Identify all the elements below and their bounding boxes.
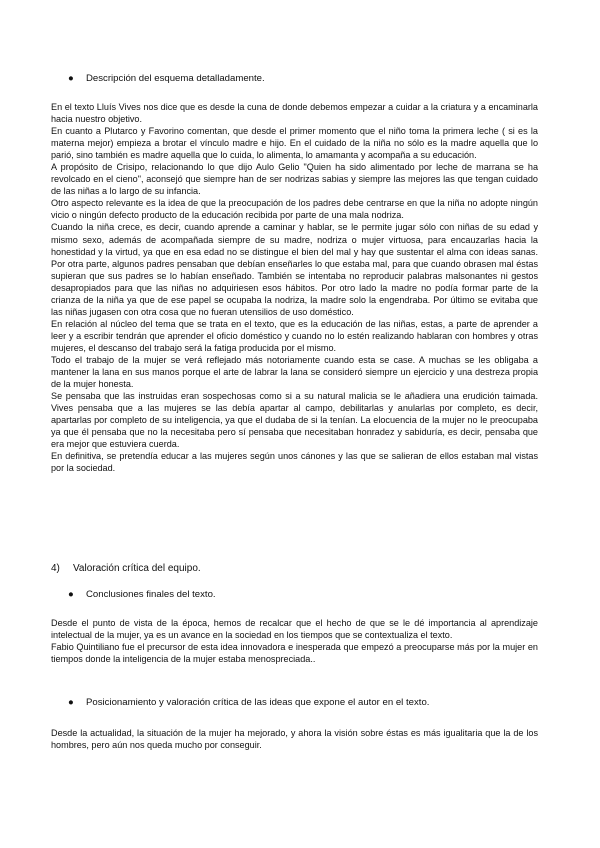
section-title: Valoración crítica del equipo. [73, 563, 201, 574]
bullet-marker: ● [68, 589, 74, 600]
section-number: 4) [51, 563, 60, 574]
paragraph-nina-crece: Cuando la niña crece, es decir, cuando aprende a caminar y hablar, se le permite jugar sólo con niñas de su edad y mismo sexo, además de acompañada siempre de su madre, nodriza o mujer virtuosa, para encauzarlas hacia la honestidad y la virtud, ya que en esa edad no se distingue el bien del mal y hay que sustentar el alma con ideas sanas. Por otra parte, algunos padres pensaban que debían enseñarles lo que estaba mal, para que cuando obrasen mal éstas supieran que sus padres se lo habían enseñado. También se intentaba no reproducir palabras malsonantes ni gestos desapropiados para que las niñas no adquiriesen esos hábitos. Por otro lado la madre no podía formar parte de la crianza de la niña ya que de ese papel se ocupaba la nodriza, la madre solo la engendraba. Por último se evitaba que las niñas jugasen con otra cosa que no fueran utensilios de uso doméstico. [51, 222, 538, 317]
section-heading-4 [51, 563, 201, 575]
bullet-position-text: Posicionamiento y valoración crítica de las ideas que expone el autor en el texto. [86, 697, 430, 708]
paragraph-punto-vista-epoca: Desde el punto de vista de la época, hemos de recalcar que el hecho de que se le dé importancia al aprendizaje intelectual de la mujer, ya es un avance en la sociedad en los tiempos que se contextualiza el texto. [51, 618, 538, 641]
paragraph-en-definitiva: En definitiva, se pretendía educar a las mujeres según unos cánones y las que se salieran de ellos estaban mal vistas por la sociedad. [51, 451, 538, 474]
paragraph-plutarco-favorino: En cuanto a Plutarco y Favorino comentan, que desde el primer momento que el niño toma la primera leche ( si es la materna mejor) empieza a brotar el vínculo madre e hijo. En el cuidado de la niña no sólo es la madre aquella que lo parió, sino también es madre aquella que lo cuida, lo alimenta, lo amamanta y acompaña a su educación. [51, 126, 538, 161]
bullet-description-text: Descripción del esquema detalladamente. [86, 73, 265, 84]
paragraph-preocupacion-padres: Otro aspecto relevante es la idea de que la preocupación de los padres debe centrarse en que la niña no adopte ningún vicio o ningún defecto producto de la educación recibida por parte de una mala nodriza. [51, 198, 538, 221]
paragraph-quintiliano: Fabio Quintiliano fue el precursor de esta idea innovadora e inesperada que empezó a preocuparse más por la mujer en tiempos donde la inteligencia de la mujer estaba menospreciada.. [51, 642, 538, 665]
paragraph-trabajo-mujer: Todo el trabajo de la mujer se verá reflejado más notoriamente cuando esta se case. A muchas se les obligaba a mantener la lana en sus manos porque el arte de labrar la lana se consideró siempre un ejercicio y una destreza propia de la mujer honesta. [51, 354, 538, 390]
section1-body [51, 101, 538, 474]
bullet-marker: ● [68, 697, 74, 708]
paragraph-instruidas: Se pensaba que las instruidas eran sospechosas como si a su natural malicia se le añadiera una erudición taimada. Vives pensaba que a las mujeres se las debía apartar al campo, debilitarlas y anularlas por completo, es decir, apartarlas por completo de su inteligencia, ya que el dudaba de si la tenían. La elocuencia de la mujer no le preocupaba ya que él pensaba que no la necesitaba pero sí pensaba que necesitaban honradez y sabiduría, es decir, pensaba que era mejor que estuviera cuerda. [51, 391, 538, 450]
bullet-conclusions-text: Conclusiones finales del texto. [86, 589, 216, 600]
section2-body [51, 617, 538, 665]
paragraph-actualidad: Desde la actualidad, la situación de la mujer ha mejorado, y ahora la visión sobre éstas es más igualitaria que la de los hombres, pero aún nos queda mucho por conseguir. [51, 728, 538, 751]
paragraph-vives-cuna: En el texto Lluís Vives nos dice que es desde la cuna de donde debemos empezar a cuidar a la criatura y a encaminarla hacia nuestro objetivo. [51, 102, 538, 125]
section3-body [51, 727, 538, 751]
bullet-marker: ● [68, 73, 74, 84]
paragraph-crisipo: A propósito de Crisipo, relacionando lo que dijo Aulo Gelio "Quien ha sido alimentado por leche de marrana se ha revolcado en el cieno", aconsejó que siempre han de ser nodrizas sabias y siempre las mejores las que tengan cuidado de las niñas a lo largo de su infancia. [51, 162, 538, 197]
paragraph-nucleo-tema: En relación al núcleo del tema que se trata en el texto, que es la educación de las niñas, estas, a parte de aprender a leer y a escribir tendrán que aprender el oficio doméstico y cuando no lo estén realizando hablaran con hombres y otras mujeres, el descanso del trabajo será la fatiga producida por el mismo. [51, 318, 538, 353]
